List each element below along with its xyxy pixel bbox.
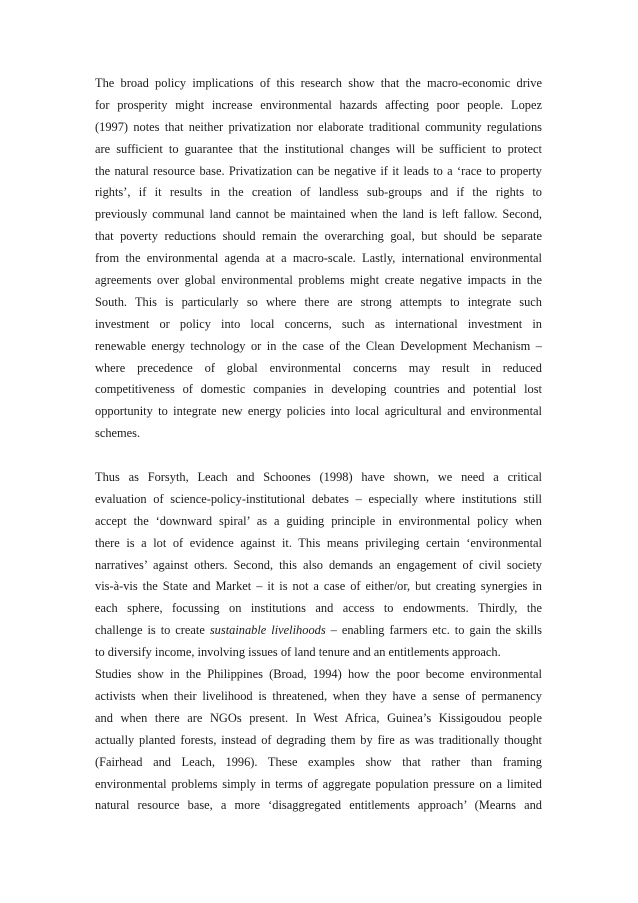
text-line: Thus as Forsyth, Leach and Schoones (1998) have shown, we need a critical <box>95 470 542 485</box>
text-fragment: – enabling farmers etc. to gain the skills <box>325 623 543 638</box>
paragraph-spacer <box>95 445 542 467</box>
text-line: vis-à-vis the State and Market – it is not a case of either/or, but creating synergies in <box>95 579 542 594</box>
text-line: narratives’ against others. Second, this also demands an engagement of civil society <box>95 557 542 572</box>
text-line: previously communal land cannot be maintained when the land is left fallow. Second, <box>95 207 542 222</box>
text-line: schemes. <box>95 426 141 441</box>
text-line: for prosperity might increase environmental hazards affecting poor people. Lopez <box>95 97 542 112</box>
text-line: rights’, if it results in the creation of landless sub-groups and if the rights to <box>95 185 542 200</box>
text-line: environmental problems simply in terms of aggregate population pressure on a limited <box>95 776 542 791</box>
emphasis-sustainable-livelihoods: sustainable livelihoods <box>209 623 326 638</box>
text-line: renewable energy technology or in the case of the Clean Development Mechanism – <box>95 338 542 353</box>
paragraph-policy-implications <box>95 73 542 445</box>
text-line: are sufficient to guarantee that the institutional changes will be sufficient to protect <box>95 141 542 156</box>
text-line: the natural resource base. Privatization can be negative if it leads to a ‘race to property <box>95 163 542 178</box>
text-line: where precedence of global environmental concerns may result in reduced <box>95 360 542 375</box>
text-line: (Fairhead and Leach, 1996). These examples show that rather than framing <box>95 754 542 769</box>
paragraph-studies <box>95 664 542 817</box>
paragraph-critical-evaluation <box>95 467 542 664</box>
text-line: each sphere, focussing on institutions and access to endowments. Thirdly, the <box>95 601 542 616</box>
text-line: Studies show in the Philippines (Broad, 1994) how the poor become environmental <box>95 667 542 682</box>
text-line: investment or policy into local concerns, such as international investment in <box>95 316 542 331</box>
text-line: activists when their livelihood is threatened, when they have a sense of permanency <box>95 688 542 703</box>
text-line: that poverty reductions should remain the overarching goal, but should be separate <box>95 229 542 244</box>
text-line: accept the ‘downward spiral’ as a guiding principle in environmental policy when <box>95 513 542 528</box>
text-fragment: challenge is to create <box>95 623 210 638</box>
text-line: natural resource base, a more ‘disaggregated entitlements approach’ (Mearns and <box>95 798 542 813</box>
document-body <box>95 73 542 817</box>
text-line: from the environmental agenda at a macro-scale. Lastly, international environmental <box>95 251 542 266</box>
text-line: evaluation of science-policy-institutional debates – especially where institutions still <box>95 491 542 506</box>
text-line: actually planted forests, instead of degrading them by fire as was traditionally thought <box>95 732 542 747</box>
text-line: The broad policy implications of this research show that the macro-economic drive <box>95 76 542 90</box>
text-line: opportunity to integrate new energy policies into local agricultural and environmental <box>95 404 542 419</box>
text-line-with-emphasis <box>95 620 542 642</box>
text-line: and when there are NGOs present. In West Africa, Guinea’s Kissigoudou people <box>95 710 542 725</box>
text-line: South. This is particularly so where there are strong attempts to integrate such <box>95 294 542 309</box>
text-line: competitiveness of domestic companies in developing countries and potential lost <box>95 382 542 397</box>
text-line: (1997) notes that neither privatization nor elaborate traditional community regulations <box>95 119 542 134</box>
text-line: to diversify income, involving issues of land tenure and an entitlements approach. <box>95 645 501 660</box>
text-line: there is a lot of evidence against it. This means privileging certain ‘environmental <box>95 535 542 550</box>
text-line: agreements over global environmental problems might create negative impacts in the <box>95 273 542 288</box>
